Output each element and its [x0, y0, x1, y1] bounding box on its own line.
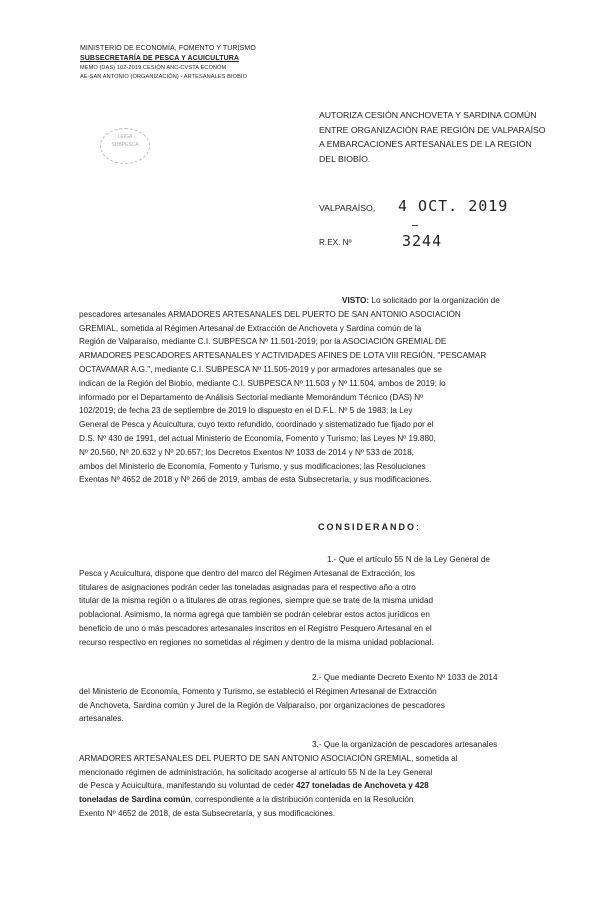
paragraph-line: de Pesca y Acuicultura, manifestando su voluntad de ceder 427 toneladas de Anchoveta y 428: [79, 781, 429, 791]
visto-line: ARMADORES PESCADORES ARTESANALES Y ACTIVIDADES AFINES DE LOTA VIII REGIÓN, "PESCAMAR: [79, 351, 487, 361]
paragraph-line: poblacional. Asimismo, la norma agrega que también se podrán celebrar estos actos jurídicos en: [79, 610, 430, 620]
title-line: DEL BIOBÍO.: [319, 154, 371, 165]
paragraph-first-line: 2.- Que mediante Decreto Exento Nº 1033 de 2014: [312, 673, 498, 682]
paragraph-line: recurso respectivo en regiones no sometidas al régimen y dentro de la misma unidad poblacional.: [79, 637, 434, 647]
paragraph-line: del Ministerio de Economía, Fomento y Turismo, se estableció el Régimen Artesanal de Extracción: [79, 686, 437, 696]
paragraph-line: ARMADORES ARTESANALES DEL PUERTO DE SAN ANTONIO ASOCIACIÓN GREMIAL, sometida al: [79, 753, 458, 763]
ministry-name: MINISTERIO DE ECONOMÍA, FOMENTO Y TURISMO: [80, 45, 256, 52]
considerando-1: [79, 553, 543, 650]
paragraph-line: Pesca y Acuicultura, dispone que dentro del marco del Régimen Artesanal de Extracción, los: [79, 568, 415, 578]
cession-amount-anchoveta: 427 toneladas de Anchoveta y 428: [296, 781, 429, 791]
visto-label: VISTO:: [342, 296, 370, 305]
paragraph-line: titular de la misma región o a titulares de otras regiones, siempre que se trate de la misma unidad: [79, 596, 434, 606]
visto-line: informado por el Departamento de Análisis Sectorial mediante Memorándum Técnico (DAS) Nº: [79, 392, 424, 402]
visto-line: 102/2019; de fecha 23 de septiembre de 2019 lo dispuesto en el D.F.L. Nº 5 de 1983; la Ley: [79, 406, 413, 416]
resolution-number: 3244: [402, 232, 443, 250]
handwritten-mark: [412, 225, 418, 226]
paragraph-line: titulares de asignaciones podrán ceder las toneladas asignadas para el respectivo año a otro: [79, 582, 416, 592]
visto-line: ambos del Ministerio de Economía, Fomento y Turismo, y sus modificaciones; las Resoluciones: [79, 461, 426, 471]
memo-reference-2: AE-SAN ANTONIO (ORGANIZACIÓN) - ARTESANALES BIOBÍO: [80, 73, 248, 80]
subsecretaria-name: SUBSECRETARÍA DE PESCA Y ACUICULTURA: [80, 55, 240, 62]
title-line: AUTORIZA CESIÓN ANCHOVETA Y SARDINA COMÚN: [319, 110, 537, 120]
title-line: A EMBARCACIONES ARTESANALES DE LA REGIÓN: [319, 139, 532, 150]
visto-line: indican de la Región del Biobío, mediante C.I. SUBPESCA Nº 11.503 y Nº 11.504, ambos de 2019; lo: [79, 378, 446, 388]
resolution-title: [319, 108, 546, 167]
considerando-3: [79, 738, 543, 821]
office-stamp: LEIGA SUBPESCA: [100, 128, 150, 164]
paragraph-line: toneladas de Sardina común, correspondiente a la distribución contenida en la Resolución: [79, 795, 414, 805]
visto-line: Nº 20.560, Nº 20.632 y Nº 20.657; los Decretos Exentos Nº 1033 de 2014 y Nº 533 de 2018,: [79, 447, 414, 457]
visto-section: [79, 294, 543, 487]
paragraph-line: beneficio de uno o más pescadores artesanales inscritos en el Registro Pesquero Artesanal en el: [79, 623, 432, 633]
letterhead: [80, 44, 330, 81]
paragraph-line: de Anchoveta, Sardina común y Jurel de la Región de Valparaíso, por organizaciones de pescadores: [79, 700, 445, 710]
visto-line: GREMIAL, sometida al Régimen Artesanal de Extracción de Anchoveta y Sardina común de la: [79, 323, 422, 333]
paragraph-first-line: 1.- Que el artículo 55 N de la Ley General de: [327, 555, 490, 564]
place-label: VALPARAÍSO,: [319, 203, 376, 213]
visto-line: General de Pesca y Acuicultura, cuyo texto refundido, coordinado y sistematizado fue fijado por el: [79, 420, 434, 430]
paragraph-line: Exento Nº 4652 de 2018, de esta Subsecretaría, y sus modificaciones.: [79, 808, 336, 818]
considerando-heading: CONSIDERANDO:: [318, 522, 422, 532]
visto-line: Región de Valparaíso, mediante C.I. SUBPESCA Nº 11.501-2019; por la ASOCIACIÓN GREMIAL DE: [79, 337, 447, 347]
resolution-number-label: R.EX. Nº: [319, 238, 352, 247]
resolution-date: 4 OCT. 2019: [398, 197, 509, 215]
title-line: ENTRE ORGANIZACIÓN RAE REGIÓN DE VALPARAÍSO: [319, 124, 546, 135]
visto-line: OCTAVAMAR A.G.", mediante C.I. SUBPESCA Nº 11.505-2019 y por armadores artesanales que se: [79, 364, 442, 374]
visto-first-line: VISTO: Lo solicitado por la organización de: [342, 296, 500, 305]
paragraph-first-line: 3.- Que la organización de pescadores artesanales: [312, 740, 498, 749]
visto-line: D.S. Nº 430 de 1991, del actual Ministerio de Economía, Fomento y Turismo; las Leyes Nº 19.880,: [79, 433, 436, 443]
considerando-2: [79, 671, 543, 726]
paragraph-line: artesanales.: [79, 714, 124, 724]
paragraph-line: mencionado régimen de administración, ha solicitado acogerse al artículo 55 N de la Ley General: [79, 767, 433, 777]
memo-reference: MEMO (DAS) 102-2019 CESIÓN ANC-CVSTA ECONÓM: [80, 65, 227, 71]
visto-line: Exentas Nº 4652 de 2018 y Nº 266 de 2019, ambas de esta Subsecretaría, y sus modificaciones.: [79, 475, 432, 485]
visto-line: pescadores artesanales ARMADORES ARTESANALES DEL PUERTO DE SAN ANTONIO ASOCIACIÓN: [79, 309, 461, 319]
cession-amount-sardina: toneladas de Sardina común: [79, 795, 191, 805]
